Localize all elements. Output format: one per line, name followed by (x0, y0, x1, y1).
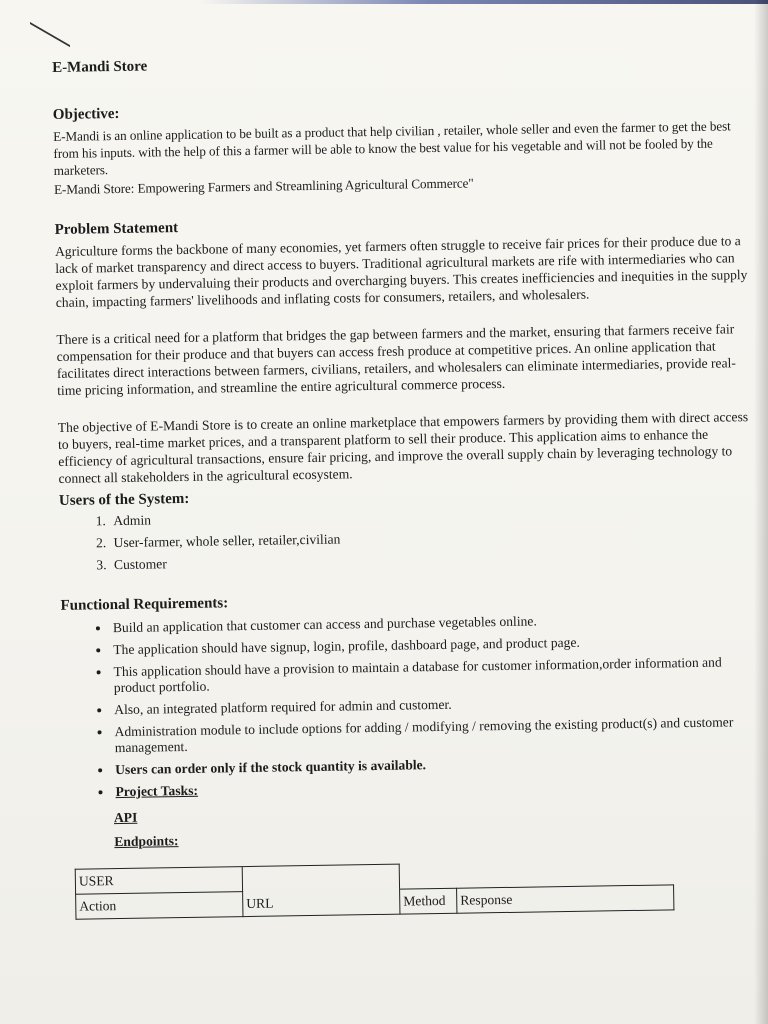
users-heading: Users of the System: (58, 490, 190, 509)
document-title: E-Mandi Store (52, 58, 148, 76)
document-content (52, 49, 759, 920)
api-title: API (113, 809, 138, 826)
functional-list-item: • Also, an integrated platform required for admin and customer. (112, 692, 756, 718)
table-header-cell: URL (243, 889, 400, 916)
functional-list-item: • The application should have signup, login, profile, dashboard page, and product page. (111, 632, 755, 658)
functional-list (61, 610, 758, 801)
photo-edge-strip (200, 0, 768, 4)
objective-paragraph-1: E-Mandi is an online application to be built as a product that help civilian , retailer, whole seller and even the farmer to get the best from his inputs. with the help of this a farmer will be able to know the best value for his vegetable and will not be fooled by the marketers. (53, 118, 731, 178)
functional-list-item: • Users can order only if the stock quantity is available. (113, 752, 757, 778)
users-list-item: 1. Admin (109, 503, 753, 529)
table-header-cell: Response (457, 885, 674, 913)
endpoints-table (75, 859, 675, 919)
problem-heading: Problem Statement (54, 220, 179, 238)
project-tasks-item: • Project Tasks: (113, 774, 757, 800)
objective-heading: Objective: (52, 105, 120, 123)
problem-paragraph-3: The objective of E-Mandi Store is to create an online marketplace that empowers farmers by providing them with direct access to buyers, real-time market prices, and a transparent platform to sell their produce. This application aims to enhance the efficiency of agricultural transactions, ensure fair pricing, and improve the overall supply chain by leveraging technology to connect all stakeholders in the agricultural ecosystem. (57, 409, 749, 486)
users-list (59, 503, 754, 574)
users-list-item: 3. Customer (110, 547, 754, 573)
problem-paragraph-1: Agriculture forms the backbone of many economies, yet farmers often struggle to receive fair prices for their produce due to a lack of market transparency and direct access to buyers. Traditional agricultural markets are rife with intermediaries who can exploit farmers by undervaluing their products and overcharging buyers. This creates inefficiencies and inequities in the supply chain, impacting farmers' livelihoods and inflating costs for consumers, retailers, and wholesalers. (54, 233, 748, 310)
problem-paragraph-2: There is a critical need for a platform that bridges the gap between farmers and the market, ensuring that farmers receive fair compensation for their produce and that buyers can access fresh produce at competitive prices. An online application that facilitates direct interactions between farmers, civilians, retailers, and wholesalers can eliminate intermediaries, provide real-time pricing information, and streamline the entire agricultural commerce process. (56, 321, 736, 398)
endpoints-title: Endpoints: (114, 833, 179, 850)
table-cell-group: USER (75, 867, 242, 895)
functional-heading: Functional Requirements: (60, 595, 229, 614)
functional-list-item: • This application should have a provision to maintain a database for customer information,order information and product portfolio. (111, 654, 755, 696)
functional-list-item: • Build an application that customer can access and purchase vegetables online. (111, 610, 755, 636)
table-cell-empty (242, 864, 399, 891)
objective-section (53, 117, 748, 198)
table-header-cell: Action (76, 892, 243, 920)
table-header-cell: Method (400, 888, 457, 914)
users-list-item: 2. User-farmer, whole seller, retailer,civilian (109, 525, 753, 551)
functional-list-item: • Administration module to include options for adding / modifying / removing the existing product(s) and customer management. (112, 714, 756, 756)
pen-mark (30, 0, 70, 47)
objective-paragraph-2: E-Mandi Store: Empowering Farmers and Streamlining Agricultural Commerce" (53, 175, 474, 197)
